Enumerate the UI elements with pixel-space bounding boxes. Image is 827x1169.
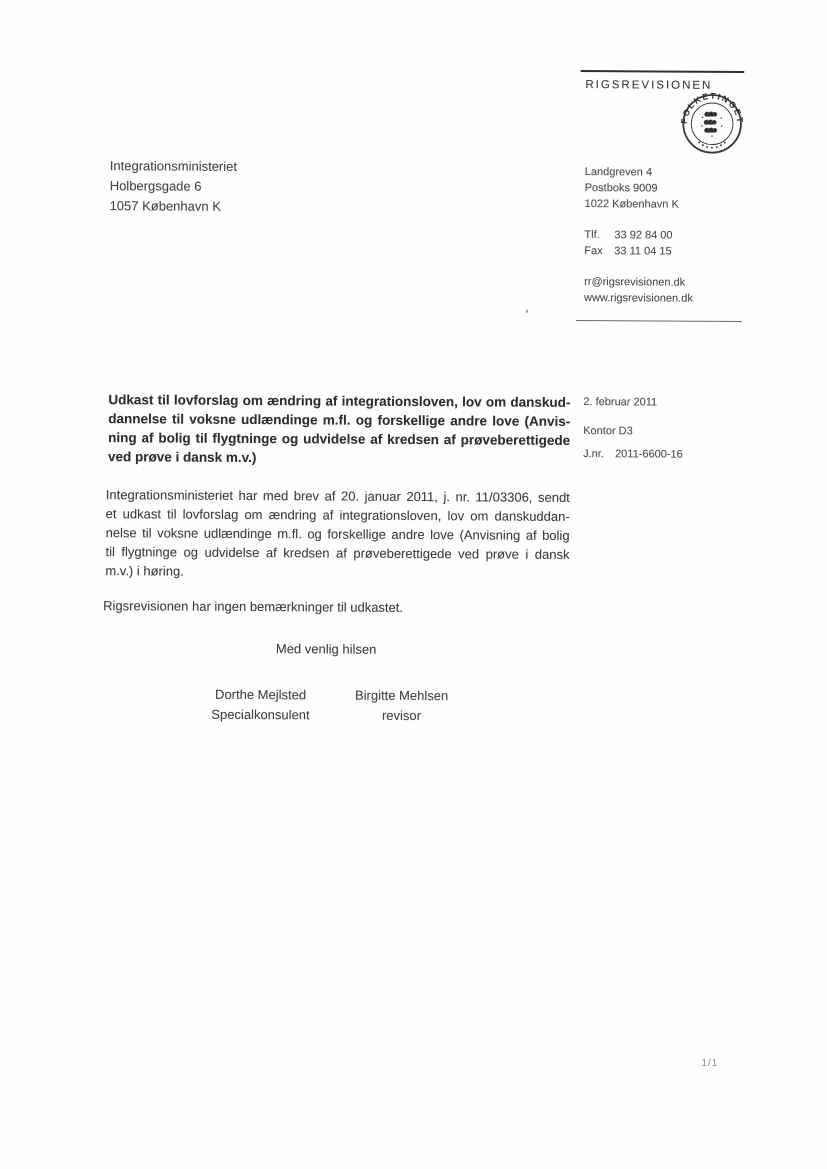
signer-name: Dorthe Mejlsted xyxy=(215,686,307,703)
journal-row xyxy=(583,448,683,461)
phone-row xyxy=(584,227,693,244)
signer-title: Specialkonsulent xyxy=(211,706,310,723)
recipient-address xyxy=(110,156,238,217)
sender-web xyxy=(584,274,693,307)
org-name: RIGSREVISIONEN xyxy=(585,79,713,92)
folketinget-seal-icon xyxy=(680,92,744,161)
body-line: m.v.) i høring. xyxy=(105,563,184,579)
journal-label: J.nr. xyxy=(583,448,604,461)
subject-line: ning af bolig til flygtninge og udvidelse af kredsen af prøveberettigede xyxy=(108,430,571,448)
body-line: Integrationsministeriet har med brev af 20. januar 2011, j. nr. 11/03306, sendt xyxy=(105,487,570,505)
body-paragraph xyxy=(105,485,570,583)
sender-website: www.rigsrevisionen.dk xyxy=(584,292,693,305)
recipient-name: Integrationsministeriet xyxy=(109,158,238,174)
letter-meta xyxy=(583,396,683,461)
phone-label: Tlf. xyxy=(584,229,600,242)
fax-number: 33 11 04 15 xyxy=(614,245,672,258)
subject-line: dannelse til voksne udlændinge m.fl. og forskellige andre love (Anvis- xyxy=(108,411,571,429)
journal-number: 2011-6600-16 xyxy=(615,448,683,461)
letterhead-rule xyxy=(580,70,744,73)
sender-city: 1022 København K xyxy=(584,198,679,211)
signer-title: revisor xyxy=(381,707,422,724)
subject-line: ved prøve i dansk m.v.) xyxy=(108,449,257,466)
page-number: 1/1 xyxy=(701,1057,719,1069)
sender-email: rr@rigsrevisionen.dk xyxy=(584,276,686,289)
sender-phones xyxy=(584,227,693,260)
fax-label: Fax xyxy=(584,245,603,258)
signer-name: Birgitte Mehlsen xyxy=(354,687,449,704)
contact-rule xyxy=(576,320,742,322)
svg-text:FOLKETINGET: FOLKETINGET xyxy=(679,91,745,125)
signature-block xyxy=(191,685,329,726)
letter-date: 2. februar 2011 xyxy=(583,396,658,409)
subject-heading xyxy=(108,390,570,469)
sender-contact xyxy=(584,164,694,322)
body-line: et udkast til lovforslag om ændring af integrationsloven, lov om danskuddan- xyxy=(105,506,570,524)
office-code: Kontor D3 xyxy=(583,425,633,438)
body-line: til flygtninge og udvidelse af kredsen af prøveberettigede ved prøve i dansk xyxy=(105,544,570,562)
sender-postbox: Postboks 9009 xyxy=(584,182,658,195)
body-line: nelse til voksne udlændinge m.fl. og forskellige andre love (Anvisning af bolig xyxy=(105,525,570,543)
scan-speck xyxy=(526,310,528,313)
remark-line: Rigsrevisionen har ingen bemærkninger til udkastet. xyxy=(103,598,404,615)
phone-number: 33 92 84 00 xyxy=(614,229,673,242)
signature-block xyxy=(342,686,460,727)
sender-address xyxy=(585,164,694,213)
closing-line: Med venlig hilsen xyxy=(275,641,377,657)
recipient-city: 1057 København K xyxy=(109,198,221,214)
recipient-street: Holbergsgade 6 xyxy=(109,178,202,194)
subject-line: Udkast til lovforslag om ændring af integrationsloven, lov om danskud- xyxy=(108,392,571,410)
sender-street: Landgreven 4 xyxy=(584,166,653,179)
fax-row xyxy=(584,243,693,260)
